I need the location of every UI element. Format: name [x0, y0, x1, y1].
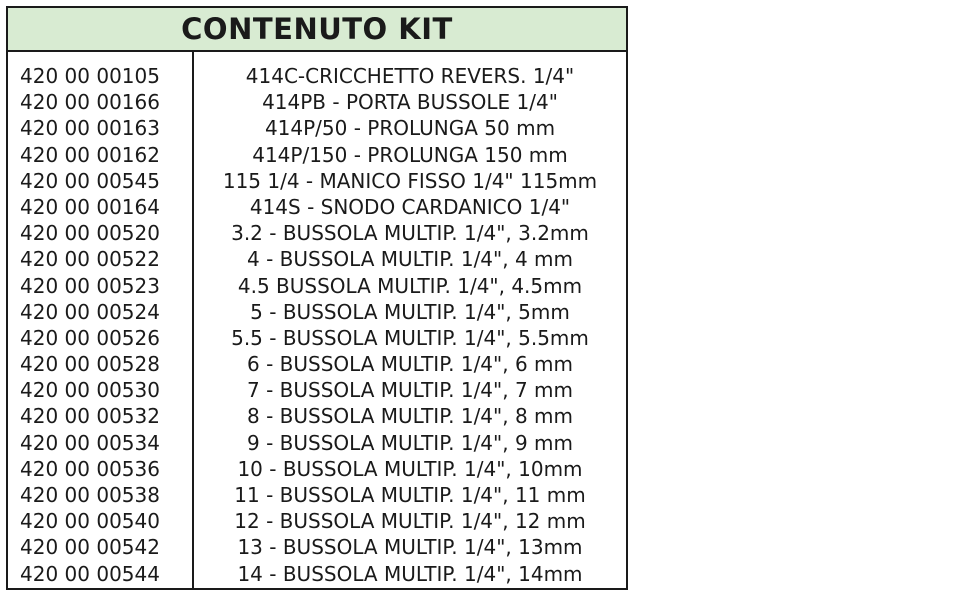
article-code: 420 00 00526: [20, 325, 160, 350]
item-description: 3.2 - BUSSOLA MULTIP. 1/4", 3.2mm: [231, 221, 589, 246]
item-description: 11 - BUSSOLA MULTIP. 1/4", 11 mm: [234, 483, 586, 507]
item-description: 9 - BUSSOLA MULTIP. 1/4", 9 mm: [247, 430, 573, 455]
article-code: 420 00 00520: [20, 221, 160, 246]
item-description: 414S - SNODO CARDANICO 1/4": [249, 194, 571, 219]
article-code: 420 00 00542: [20, 535, 160, 560]
article-code: 420 00 00545: [20, 168, 160, 193]
article-code: 420 00 00162: [20, 142, 160, 167]
table-body: [8, 52, 626, 588]
article-code: 420 00 00532: [20, 404, 160, 429]
article-code: 420 00 00528: [20, 352, 160, 377]
item-description: 8 - BUSSOLA MULTIP. 1/4", 8 mm: [247, 404, 573, 429]
item-description: 4 - BUSSOLA MULTIP. 1/4", 4 mm: [247, 247, 573, 272]
item-description: 10 - BUSSOLA MULTIP. 1/4", 10mm: [237, 456, 583, 481]
article-code: 420 00 00534: [20, 430, 160, 455]
article-code: 420 00 00544: [20, 561, 160, 586]
table-title: CONTENUTO KIT: [181, 12, 453, 46]
article-code: 420 00 00540: [20, 509, 160, 534]
item-description: 13 - BUSSOLA MULTIP. 1/4", 13mm: [237, 535, 583, 560]
article-code: 420 00 00166: [20, 90, 160, 115]
article-code: 420 00 00522: [20, 247, 160, 272]
item-description: 7 - BUSSOLA MULTIP. 1/4", 7 mm: [247, 378, 573, 403]
article-code: 420 00 00536: [20, 456, 160, 481]
item-description: 6 - BUSSOLA MULTIP. 1/4", 6 mm: [247, 352, 573, 377]
item-description: 414P/50 - PROLUNGA 50 mm: [264, 116, 556, 141]
item-description: 414P/150 - PROLUNGA 150 mm: [252, 142, 568, 167]
article-code: 420 00 00164: [20, 194, 160, 219]
table-header: [8, 8, 626, 52]
item-description: 4.5 BUSSOLA MULTIP. 1/4", 4.5mm: [237, 273, 583, 298]
item-description: 115 1/4 - MANICO FISSO 1/4" 115mm: [222, 168, 598, 193]
item-description: 12 - BUSSOLA MULTIP. 1/4", 12 mm: [234, 509, 586, 534]
article-code: 420 00 00163: [20, 116, 160, 141]
item-description: 5 - BUSSOLA MULTIP. 1/4", 5mm: [250, 299, 570, 324]
article-code: 420 00 00524: [20, 299, 160, 324]
item-description: 14 - BUSSOLA MULTIP. 1/4", 14mm: [237, 561, 583, 586]
descriptions-column: [194, 52, 626, 588]
kit-contents-table: [6, 6, 628, 590]
article-code: 420 00 00530: [20, 378, 160, 403]
article-code: 420 00 00523: [20, 273, 160, 298]
item-description: 414PB - PORTA BUSSOLE 1/4": [262, 90, 558, 115]
article-code: 420 00 00538: [20, 483, 160, 507]
item-description: 414C-CRICCHETTO REVERS. 1/4": [245, 64, 575, 88]
item-description: 5.5 - BUSSOLA MULTIP. 1/4", 5.5mm: [231, 325, 589, 350]
article-code: 420 00 00105: [20, 64, 160, 88]
codes-column: [8, 52, 194, 588]
